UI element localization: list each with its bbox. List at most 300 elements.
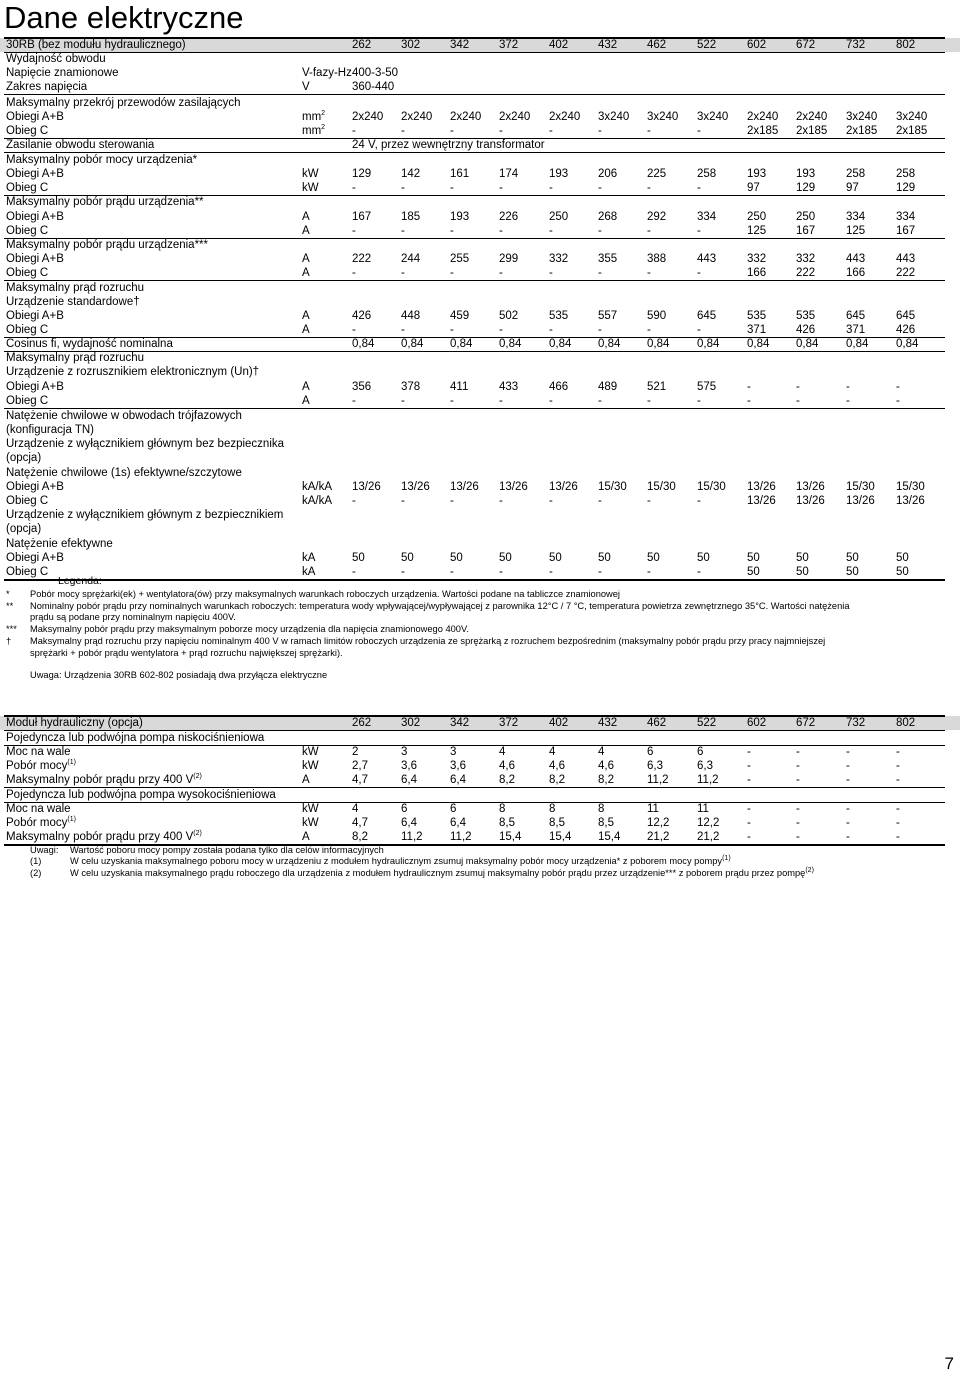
row-value: 3 — [450, 746, 457, 758]
row-value: 50 — [896, 566, 909, 578]
legend-symbol: * — [6, 589, 10, 599]
row-value: 489 — [598, 381, 618, 393]
table-row — [0, 480, 960, 494]
note-text: W celu uzyskania maksymalnego poboru mocy w urządzeniu z modułem hydraulicznym zsumuj maksymalny pobór mocy urządzenia* z poborem mocy pompy$^{(1)}$ — [70, 854, 731, 866]
row-value: 15/30 — [896, 481, 925, 493]
table-row — [0, 80, 960, 94]
row-label: Urządzenie z rozrusznikiem elektronicznym (Un)† — [6, 366, 260, 378]
row-value: - — [747, 760, 751, 772]
row-value: 2x185 — [896, 125, 928, 137]
row-value: 15/30 — [846, 481, 875, 493]
row-value: 50 — [747, 552, 760, 564]
row-value: - — [896, 746, 900, 758]
row-value: 645 — [697, 310, 717, 322]
row-label: Urządzenie z wyłącznikiem głównym z bezpiecznikiem — [6, 509, 284, 521]
row-value: - — [896, 774, 900, 786]
table-row — [0, 409, 960, 423]
row-value: - — [796, 381, 800, 393]
note-text: W celu uzyskania maksymalnego prądu roboczego dla urządzenia z modułem hydraulicznym zsumuj maksymalny pobór prądu przez urządzenie*** z poborem prądu przez pompę$^{(2)}$ — [70, 866, 814, 878]
table-rule — [4, 37, 945, 39]
row-value: 4,7 — [352, 774, 368, 786]
row-unit: A — [302, 831, 310, 843]
row-value: - — [846, 803, 850, 815]
row-value: - — [896, 381, 900, 393]
row-value: 443 — [697, 253, 717, 265]
row-value: 50 — [846, 552, 859, 564]
legend-symbol: ** — [6, 600, 14, 611]
table-header-model: 732 — [846, 39, 866, 51]
legend-symbol: *** — [6, 624, 17, 635]
row-value: 433 — [499, 381, 519, 393]
row-unit: A — [302, 211, 310, 223]
table-row — [0, 773, 960, 787]
row-value: 2x185 — [747, 125, 779, 137]
row-value: 0,84 — [598, 338, 621, 350]
table-rule — [4, 579, 945, 581]
row-label: Obiegi A+B — [6, 552, 64, 564]
row-label: Obieg C — [6, 182, 49, 194]
row-value: - — [450, 566, 454, 578]
table-header-model: 462 — [647, 717, 667, 729]
row-value: - — [352, 182, 356, 194]
row-value: - — [450, 267, 454, 279]
table-rule — [4, 195, 945, 196]
row-value: 575 — [697, 381, 717, 393]
row-label: Maksymalny pobór prądu urządzenia** — [6, 196, 204, 208]
row-label: Obiegi A+B — [6, 310, 64, 322]
row-label: Maksymalny pobór prądu przy 400 $V^{(2)}$ — [6, 773, 202, 786]
row-value: - — [747, 381, 751, 393]
row-label: Obieg C — [6, 324, 49, 336]
row-value: 13/26 — [747, 495, 776, 507]
row-value: - — [747, 774, 751, 786]
table-header-label: Moduł hydrauliczny (opcja) — [6, 717, 143, 729]
row-value: 3,6 — [450, 760, 466, 772]
row-value: - — [647, 125, 651, 137]
table-header-row — [0, 38, 960, 52]
row-value: - — [598, 125, 602, 137]
row-label: Obieg C — [6, 566, 49, 578]
row-label: Urządzenie standardowe† — [6, 296, 140, 308]
row-value: 0,84 — [401, 338, 424, 350]
row-value: 8,2 — [549, 774, 565, 786]
row-value: - — [549, 225, 553, 237]
row-value: 6,4 — [450, 817, 466, 829]
table-header-model: 522 — [697, 39, 717, 51]
row-unit: $mm^2$ — [302, 124, 326, 137]
table-header-model: 262 — [352, 717, 372, 729]
row-value: 0,84 — [796, 338, 819, 350]
table-row — [0, 830, 960, 844]
row-label: Maksymalny pobór prądu urządzenia*** — [6, 239, 208, 251]
row-value: - — [647, 182, 651, 194]
row-unit: kW — [302, 817, 319, 829]
table-row — [0, 731, 960, 745]
row-unit: A — [302, 381, 310, 393]
row-value: 426 — [796, 324, 816, 336]
row-value: - — [450, 225, 454, 237]
row-value: 12,2 — [697, 817, 720, 829]
row-label: Obieg C — [6, 125, 49, 137]
row-value: 50 — [598, 552, 611, 564]
table-header-model: 372 — [499, 717, 519, 729]
table-row — [0, 394, 960, 408]
row-value: - — [401, 495, 405, 507]
row-value: 21,2 — [647, 831, 670, 843]
row-value: - — [846, 760, 850, 772]
row-value: 50 — [352, 552, 365, 564]
superscript: (2) — [805, 866, 814, 874]
table-row — [0, 238, 960, 252]
row-label: (konfiguracja TN) — [6, 424, 94, 436]
table-row — [0, 451, 960, 465]
row-label: Moc na wale — [6, 803, 71, 815]
row-value: 535 — [549, 310, 569, 322]
table-header-model: 802 — [896, 717, 916, 729]
row-value: 334 — [896, 211, 916, 223]
table-header-row — [0, 716, 960, 730]
row-value: - — [846, 381, 850, 393]
row-value: 6 — [647, 746, 654, 758]
row-value: 426 — [896, 324, 916, 336]
table-row — [0, 167, 960, 181]
row-value: 535 — [796, 310, 816, 322]
row-value: 3x240 — [697, 111, 729, 123]
table-rule — [4, 337, 945, 338]
row-value: 250 — [747, 211, 767, 223]
table-row — [0, 551, 960, 565]
table-row — [0, 380, 960, 394]
row-unit: kW — [302, 182, 319, 194]
row-value: 97 — [747, 182, 760, 194]
row-value: - — [499, 395, 503, 407]
row-value: - — [796, 774, 800, 786]
row-value: 167 — [796, 225, 816, 237]
row-value: - — [499, 267, 503, 279]
table-row — [0, 508, 960, 522]
row-value: 6,4 — [401, 817, 417, 829]
row-value: - — [352, 495, 356, 507]
row-value: 255 — [450, 253, 470, 265]
row-value: 2x240 — [401, 111, 433, 123]
row-unit: kW — [302, 760, 319, 772]
table-row — [0, 52, 960, 66]
row-value: 371 — [747, 324, 767, 336]
row-label: Maksymalny prąd rozruchu — [6, 282, 145, 294]
row-unit: V — [302, 81, 310, 93]
row-value: 250 — [796, 211, 816, 223]
table-row — [0, 351, 960, 365]
row-value: 142 — [401, 168, 421, 180]
row-value: 3,6 — [401, 760, 417, 772]
row-value: - — [747, 803, 751, 815]
row-value: 6 — [450, 803, 457, 815]
row-value: 193 — [450, 211, 470, 223]
row-unit: kA — [302, 566, 316, 578]
row-value: 50 — [747, 566, 760, 578]
row-value: - — [598, 395, 602, 407]
row-value: 0,84 — [846, 338, 869, 350]
row-label: Zakres napięcia — [6, 81, 88, 93]
row-value: 50 — [896, 552, 909, 564]
row-value: 8 — [499, 803, 506, 815]
row-value: 15,4 — [549, 831, 572, 843]
row-value: 2x240 — [499, 111, 531, 123]
row-value: 2x240 — [352, 111, 384, 123]
table-header-model: 432 — [598, 39, 618, 51]
row-value: 8,5 — [549, 817, 565, 829]
row-label: Cosinus fi, wydajność nominalna — [6, 338, 173, 350]
row-unit: $mm^2$ — [302, 110, 326, 123]
row-value: 13/26 — [450, 481, 479, 493]
row-value: 3 — [401, 746, 408, 758]
table-row — [0, 423, 960, 437]
table-rule — [4, 745, 945, 746]
row-value: - — [796, 746, 800, 758]
row-value: 15,4 — [499, 831, 522, 843]
row-value: - — [697, 225, 701, 237]
legend-text: Maksymalny prąd rozruchu przy napięciu nominalnym 400 V w ramach limitów roboczych urządzenia ze sprężarką z rozruchem bezpośrednim (maksymalny pobór prądu przy pracy najmniejszej — [30, 635, 826, 646]
row-value: - — [747, 831, 751, 843]
row-value: 222 — [896, 267, 916, 279]
row-value: 8 — [549, 803, 556, 815]
row-value: - — [401, 324, 405, 336]
table-row — [0, 252, 960, 266]
row-value: 443 — [846, 253, 866, 265]
table-header-model: 802 — [896, 39, 916, 51]
row-value: - — [647, 225, 651, 237]
row-value: 129 — [352, 168, 372, 180]
row-value: 13/26 — [747, 481, 776, 493]
row-value: 4 — [352, 803, 359, 815]
row-value: - — [598, 182, 602, 194]
row-value: 299 — [499, 253, 519, 265]
row-label: Obiegi A+B — [6, 111, 64, 123]
superscript: (1) — [67, 759, 76, 767]
row-value: 8,2 — [352, 831, 368, 843]
row-value: 0,84 — [747, 338, 770, 350]
table-row — [0, 323, 960, 337]
row-label: Napięcie znamionowe — [6, 67, 119, 79]
table-header-model: 672 — [796, 39, 816, 51]
row-value: 557 — [598, 310, 618, 322]
table-row — [0, 181, 960, 195]
row-value: 4,7 — [352, 817, 368, 829]
note-symbol: Uwagi: — [30, 845, 59, 855]
row-value: - — [796, 803, 800, 815]
page-title: Dane elektryczne — [4, 0, 244, 35]
row-label: Obiegi A+B — [6, 168, 64, 180]
row-value: 4 — [549, 746, 556, 758]
row-value: - — [450, 324, 454, 336]
row-value: - — [796, 831, 800, 843]
row-value: 459 — [450, 310, 470, 322]
row-value: 11,2 — [401, 831, 423, 843]
row-value: 332 — [796, 253, 816, 265]
row-value: - — [401, 566, 405, 578]
row-label: Obiegi A+B — [6, 211, 64, 223]
table-row — [0, 788, 960, 802]
legend-remark: Uwaga: Urządzenia 30RB 602-802 posiadają dwa przyłącza elektryczne — [30, 670, 328, 680]
row-value: 356 — [352, 381, 372, 393]
row-unit: kA/kA — [302, 481, 333, 493]
row-value: - — [697, 566, 701, 578]
table-row — [0, 759, 960, 773]
row-value: 13/26 — [846, 495, 875, 507]
legend-text: sprężarki + pobór prądu wentylatora + prąd rozruchu największej sprężarki). — [30, 647, 343, 658]
row-value: 2x240 — [747, 111, 779, 123]
row-value: - — [647, 566, 651, 578]
row-value: 0,84 — [352, 338, 375, 350]
row-label: Pojedyncza lub podwójna pompa niskociśnieniowa — [6, 732, 265, 744]
row-unit: A — [302, 267, 310, 279]
row-value: - — [499, 324, 503, 336]
row-unit: V-fazy-Hz — [302, 67, 352, 79]
table-rule — [4, 408, 945, 409]
row-value: 225 — [647, 168, 667, 180]
row-value: - — [499, 125, 503, 137]
row-value: 222 — [796, 267, 816, 279]
table-row — [0, 437, 960, 451]
table-row — [0, 195, 960, 209]
superscript: (1) — [722, 854, 731, 862]
row-label: Obiegi A+B — [6, 481, 64, 493]
table-rule — [4, 351, 945, 352]
row-value: 371 — [846, 324, 866, 336]
table-header-model: 602 — [747, 39, 767, 51]
row-value: - — [796, 817, 800, 829]
row-value: 0,84 — [450, 338, 473, 350]
row-label: Pobór mocy$^{(1)}$ — [6, 816, 76, 829]
row-value: - — [401, 182, 405, 194]
row-value: - — [499, 566, 503, 578]
table-header-model: 462 — [647, 39, 667, 51]
legend-text: Nominalny pobór prądu przy nominalnych warunkach roboczych: temperatura wody wpływającej/wypływającej z parownika 12°C / 7 °C, temperatura powietrza zewnętrznego 35°C. Wartości natężenia — [30, 600, 850, 611]
row-value: 2,7 — [352, 760, 368, 772]
legend-title: Legenda: — [58, 575, 102, 587]
row-value: 4,6 — [549, 760, 565, 772]
row-label: Urządzenie z wyłącznikiem głównym bez bezpiecznika — [6, 438, 285, 450]
row-value: - — [352, 125, 356, 137]
table-rule — [4, 238, 945, 239]
table-header-model: 402 — [549, 39, 569, 51]
row-value: - — [352, 395, 356, 407]
row-unit: A — [302, 774, 310, 786]
row-value: 11,2 — [647, 774, 669, 786]
row-value: 12,2 — [647, 817, 670, 829]
row-value: 4 — [499, 746, 506, 758]
row-label: Pojedyncza lub podwójna pompa wysokociśnieniowa — [6, 789, 276, 801]
row-value: 4,6 — [499, 760, 515, 772]
row-value: - — [846, 746, 850, 758]
row-value: - — [896, 817, 900, 829]
row-value: 2x240 — [549, 111, 581, 123]
table-row — [0, 266, 960, 280]
row-value: - — [647, 324, 651, 336]
row-label: Wydajność obwodu — [6, 53, 106, 65]
row-value: 125 — [747, 225, 767, 237]
table-rule — [4, 94, 945, 95]
row-unit: kA/kA — [302, 495, 333, 507]
row-value: 645 — [896, 310, 916, 322]
row-value: 50 — [697, 552, 710, 564]
row-value: 8,2 — [499, 774, 515, 786]
row-value: - — [450, 495, 454, 507]
row-value: - — [450, 125, 454, 137]
row-value: 332 — [747, 253, 767, 265]
row-value: 125 — [846, 225, 866, 237]
row-value: - — [747, 817, 751, 829]
row-value: - — [549, 267, 553, 279]
row-label: (opcja) — [6, 523, 42, 535]
row-value: 13/26 — [401, 481, 430, 493]
row-value: 334 — [697, 211, 717, 223]
row-value: 174 — [499, 168, 519, 180]
row-value: 4 — [598, 746, 605, 758]
row-value: 645 — [846, 310, 866, 322]
row-value: 13/26 — [499, 481, 528, 493]
row-value: 50 — [796, 552, 809, 564]
table-rule — [4, 280, 945, 281]
row-label: (opcja) — [6, 452, 42, 464]
row-value: 11 — [697, 803, 709, 815]
table-row — [0, 210, 960, 224]
table-header-model: 522 — [697, 717, 717, 729]
row-unit: kW — [302, 168, 319, 180]
row-value: 13/26 — [352, 481, 381, 493]
table-rule — [4, 152, 945, 153]
legend-text: Pobór mocy sprężarki(ek) + wentylatora(ów) przy maksymalnych warunkach roboczych urządzenia. Wartości podane na tabliczce znamionowej — [30, 589, 620, 599]
row-value: 0,84 — [549, 338, 572, 350]
row-value: - — [697, 125, 701, 137]
row-value: 8 — [598, 803, 605, 815]
row-label: Natężenie chwilowe w obwodach trójfazowych — [6, 410, 242, 422]
row-value: 21,2 — [697, 831, 720, 843]
table-rule — [4, 787, 945, 788]
row-unit: kA — [302, 552, 316, 564]
row-value: 50 — [450, 552, 463, 564]
table-header-model: 402 — [549, 717, 569, 729]
table-header-model: 372 — [499, 39, 519, 51]
row-value: 2 — [352, 746, 359, 758]
row-value: 258 — [846, 168, 866, 180]
row-value: 206 — [598, 168, 618, 180]
row-value: 15/30 — [598, 481, 627, 493]
row-value: 332 — [549, 253, 569, 265]
row-unit: kW — [302, 803, 319, 815]
row-value: 193 — [747, 168, 767, 180]
row-value: - — [549, 495, 553, 507]
row-value: 521 — [647, 381, 667, 393]
table-row — [0, 466, 960, 480]
row-value: 50 — [401, 552, 414, 564]
row-value: - — [697, 267, 701, 279]
row-value: - — [647, 395, 651, 407]
row-value: - — [499, 495, 503, 507]
row-value: 411 — [450, 381, 469, 393]
table-row — [0, 281, 960, 295]
row-value: - — [549, 182, 553, 194]
row-value: 258 — [697, 168, 717, 180]
row-label: Maksymalny pobór mocy urządzenia* — [6, 154, 198, 166]
table-header-model: 432 — [598, 717, 618, 729]
row-value: 226 — [499, 211, 519, 223]
row-value: - — [796, 395, 800, 407]
table-header-model: 262 — [352, 39, 372, 51]
row-value: 129 — [896, 182, 916, 194]
row-value: 193 — [549, 168, 569, 180]
row-value: 535 — [747, 310, 767, 322]
